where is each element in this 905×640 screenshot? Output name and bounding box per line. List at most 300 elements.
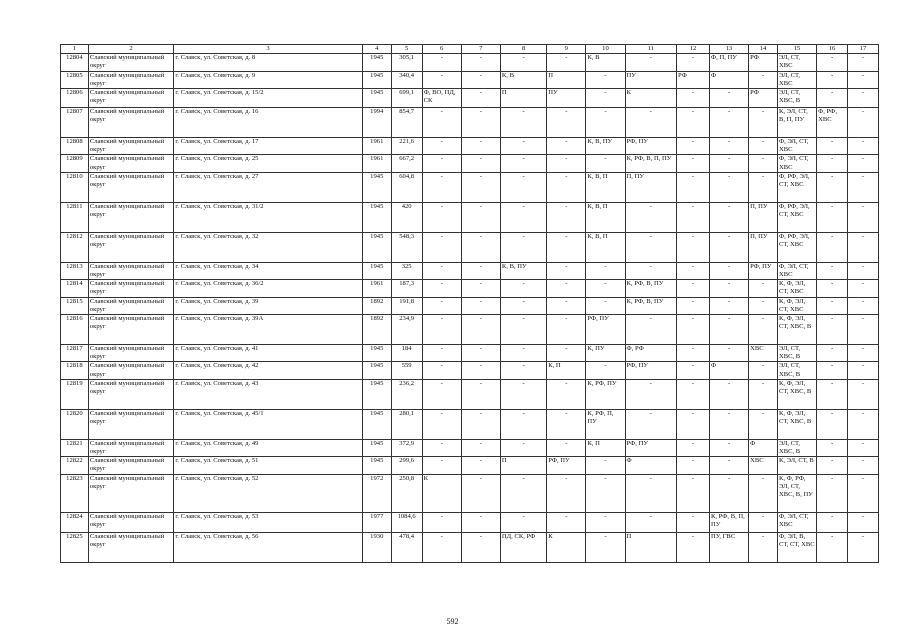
cell-col-17: - <box>848 379 879 409</box>
cell-col-16: - <box>817 379 848 409</box>
cell-col-9: - <box>547 439 586 456</box>
cell-col-17: - <box>848 232 879 262</box>
cell-col-16: - <box>817 512 848 532</box>
cell-col-15: К, Ф, ЭЛ, СТ, ХВС, В <box>777 379 816 409</box>
cell-col-3: г. Славск, ул. Советская, д. 9 <box>174 71 363 88</box>
cell-col-5: 420 <box>391 202 422 232</box>
cell-col-1: 12811 <box>61 202 89 232</box>
cell-col-3: г. Славск, ул. Советская, д. 16 <box>174 108 363 138</box>
cell-col-12: - <box>677 202 710 232</box>
cell-col-7: - <box>461 315 500 345</box>
cell-col-15: Ф, ЭЛ, СТ, ХВС <box>777 138 816 155</box>
cell-col-8: П <box>500 457 546 474</box>
cell-col-4: 1945 <box>362 54 391 71</box>
cell-col-13: - <box>709 379 748 409</box>
column-number-2: 2 <box>88 45 174 54</box>
cell-col-6: - <box>422 202 461 232</box>
cell-col-13: - <box>709 474 748 512</box>
cell-col-10: - <box>586 457 625 474</box>
column-number-1: 1 <box>61 45 89 54</box>
cell-col-2: Славский муниципальный округ <box>88 89 174 108</box>
cell-col-9: - <box>547 409 586 439</box>
cell-col-9: - <box>547 379 586 409</box>
table-row <box>61 409 879 439</box>
cell-col-10: - <box>586 512 625 532</box>
cell-col-14: ХВС <box>749 345 778 362</box>
cell-col-14: - <box>749 379 778 409</box>
cell-col-7: - <box>461 532 500 562</box>
cell-col-8: - <box>500 108 546 138</box>
cell-col-8: - <box>500 172 546 202</box>
cell-col-12: - <box>677 138 710 155</box>
cell-col-8: - <box>500 54 546 71</box>
cell-col-16: - <box>817 297 848 314</box>
column-number-4: 4 <box>362 45 391 54</box>
cell-col-1: 12809 <box>61 155 89 172</box>
cell-col-10: К, В <box>586 54 625 71</box>
cell-col-2: Славский муниципальный округ <box>88 280 174 297</box>
cell-col-12: - <box>677 232 710 262</box>
cell-col-16: - <box>817 345 848 362</box>
cell-col-13: - <box>709 138 748 155</box>
cell-col-3: г. Славск, ул. Советская, д. 15/2 <box>174 89 363 108</box>
cell-col-11: - <box>625 512 677 532</box>
cell-col-4: 1945 <box>362 457 391 474</box>
cell-col-9: П <box>547 71 586 88</box>
cell-col-13: - <box>709 202 748 232</box>
cell-col-3: г. Славск, ул. Советская, д. 8 <box>174 54 363 71</box>
cell-col-9: - <box>547 172 586 202</box>
cell-col-11: - <box>625 315 677 345</box>
cell-col-14: - <box>749 155 778 172</box>
cell-col-9: - <box>547 345 586 362</box>
cell-col-16: - <box>817 155 848 172</box>
cell-col-15: Ф, ЭЛ, СТ, ХВС <box>777 512 816 532</box>
cell-col-13: - <box>709 345 748 362</box>
cell-col-9: - <box>547 262 586 279</box>
cell-col-12: - <box>677 474 710 512</box>
cell-col-3: г. Славск, ул. Советская, д. 49 <box>174 439 363 456</box>
cell-col-6: - <box>422 232 461 262</box>
cell-col-16: - <box>817 362 848 379</box>
cell-col-7: - <box>461 138 500 155</box>
cell-col-4: 1961 <box>362 155 391 172</box>
cell-col-7: - <box>461 262 500 279</box>
table-row <box>61 172 879 202</box>
cell-col-12: - <box>677 439 710 456</box>
column-number-7: 7 <box>461 45 500 54</box>
cell-col-3: г. Славск, ул. Советская, д. 32 <box>174 232 363 262</box>
cell-col-10: РФ, ПУ <box>586 315 625 345</box>
cell-col-2: Славский муниципальный округ <box>88 262 174 279</box>
cell-col-5: 325 <box>391 262 422 279</box>
cell-col-3: г. Славск, ул. Советская, д. 25 <box>174 155 363 172</box>
cell-col-16: - <box>817 315 848 345</box>
table-row <box>61 512 879 532</box>
cell-col-1: 12806 <box>61 89 89 108</box>
cell-col-6: - <box>422 297 461 314</box>
column-number-13: 13 <box>709 45 748 54</box>
table-row <box>61 439 879 456</box>
cell-col-14: РФ <box>749 89 778 108</box>
cell-col-3: г. Славск, ул. Советская, д. 39А <box>174 315 363 345</box>
cell-col-4: 1972 <box>362 474 391 512</box>
cell-col-1: 12814 <box>61 280 89 297</box>
cell-col-4: 1892 <box>362 315 391 345</box>
cell-col-5: 699,1 <box>391 89 422 108</box>
cell-col-15: ЭЛ, СТ, ХВС, В <box>777 362 816 379</box>
cell-col-16: - <box>817 54 848 71</box>
cell-col-5: 340,4 <box>391 71 422 88</box>
cell-col-14: П, ПУ <box>749 202 778 232</box>
cell-col-6: - <box>422 54 461 71</box>
cell-col-13: - <box>709 280 748 297</box>
table-row <box>61 474 879 512</box>
cell-col-1: 12805 <box>61 71 89 88</box>
cell-col-1: 12813 <box>61 262 89 279</box>
cell-col-5: 559 <box>391 362 422 379</box>
cell-col-5: 280,1 <box>391 409 422 439</box>
cell-col-4: 1961 <box>362 280 391 297</box>
cell-col-11: - <box>625 474 677 512</box>
cell-col-5: 478,4 <box>391 532 422 562</box>
cell-col-2: Славский муниципальный округ <box>88 345 174 362</box>
cell-col-10: К, В, ПУ <box>586 138 625 155</box>
cell-col-17: - <box>848 202 879 232</box>
cell-col-9: - <box>547 54 586 71</box>
cell-col-11: К <box>625 89 677 108</box>
cell-col-5: 187,3 <box>391 280 422 297</box>
cell-col-9: - <box>547 474 586 512</box>
column-number-11: 11 <box>625 45 677 54</box>
cell-col-15: Ф, ЭЛ, СТ, ХВС <box>777 262 816 279</box>
cell-col-6: - <box>422 345 461 362</box>
cell-col-1: 12821 <box>61 439 89 456</box>
cell-col-15: К, ЭЛ, СТ, В, П, ПУ <box>777 108 816 138</box>
cell-col-7: - <box>461 71 500 88</box>
cell-col-1: 12820 <box>61 409 89 439</box>
cell-col-10: К, В, П <box>586 172 625 202</box>
cell-col-11: К, РФ, В, П, ПУ <box>625 155 677 172</box>
cell-col-4: 1945 <box>362 202 391 232</box>
cell-col-1: 12825 <box>61 532 89 562</box>
cell-col-6: - <box>422 280 461 297</box>
table-row <box>61 54 879 71</box>
cell-col-16: - <box>817 280 848 297</box>
cell-col-10: - <box>586 297 625 314</box>
cell-col-16: - <box>817 474 848 512</box>
cell-col-4: 1994 <box>362 108 391 138</box>
table-row <box>61 155 879 172</box>
cell-col-8: П <box>500 89 546 108</box>
cell-col-8: - <box>500 138 546 155</box>
cell-col-13: Ф, П, ПУ <box>709 54 748 71</box>
cell-col-12: - <box>677 262 710 279</box>
cell-col-17: - <box>848 172 879 202</box>
table-row <box>61 89 879 108</box>
cell-col-9: К <box>547 532 586 562</box>
cell-col-3: г. Славск, ул. Советская, д. 36/2 <box>174 280 363 297</box>
cell-col-6: - <box>422 155 461 172</box>
cell-col-15: Ф, РФ, ЭЛ, СТ, ХВС <box>777 232 816 262</box>
cell-col-14: - <box>749 532 778 562</box>
cell-col-9: - <box>547 202 586 232</box>
cell-col-4: 1892 <box>362 297 391 314</box>
cell-col-7: - <box>461 297 500 314</box>
cell-col-14: РФ, ПУ <box>749 262 778 279</box>
cell-col-9: - <box>547 297 586 314</box>
cell-col-15: К, Ф, РФ, ЭЛ, СТ, ХВС, В, ПУ <box>777 474 816 512</box>
cell-col-14: - <box>749 362 778 379</box>
cell-col-2: Славский муниципальный округ <box>88 232 174 262</box>
cell-col-10: - <box>586 262 625 279</box>
cell-col-11: К, РФ, В, ПУ <box>625 280 677 297</box>
cell-col-6: Ф, ВО, ПД, СК <box>422 89 461 108</box>
cell-col-11: - <box>625 379 677 409</box>
column-number-16: 16 <box>817 45 848 54</box>
cell-col-3: г. Славск, ул. Советская, д. 43 <box>174 379 363 409</box>
cell-col-8: - <box>500 474 546 512</box>
cell-col-5: 667,2 <box>391 155 422 172</box>
cell-col-16: - <box>817 71 848 88</box>
cell-col-10: К, ПУ <box>586 345 625 362</box>
cell-col-2: Славский муниципальный округ <box>88 108 174 138</box>
cell-col-11: ПУ <box>625 71 677 88</box>
cell-col-12: - <box>677 379 710 409</box>
cell-col-12: - <box>677 315 710 345</box>
cell-col-16: - <box>817 202 848 232</box>
cell-col-3: г. Славск, ул. Советская, д. 53 <box>174 512 363 532</box>
cell-col-7: - <box>461 409 500 439</box>
cell-col-3: г. Славск, ул. Советская, д. 52 <box>174 474 363 512</box>
cell-col-6: - <box>422 172 461 202</box>
cell-col-5: 1084,6 <box>391 512 422 532</box>
cell-col-2: Славский муниципальный округ <box>88 457 174 474</box>
cell-col-8: - <box>500 439 546 456</box>
cell-col-11: - <box>625 232 677 262</box>
cell-col-14: - <box>749 138 778 155</box>
column-number-5: 5 <box>391 45 422 54</box>
cell-col-14: - <box>749 512 778 532</box>
cell-col-8: К, В, ПУ <box>500 262 546 279</box>
cell-col-16: - <box>817 409 848 439</box>
cell-col-8: К, В <box>500 71 546 88</box>
cell-col-12: - <box>677 362 710 379</box>
cell-col-10: - <box>586 280 625 297</box>
cell-col-17: - <box>848 138 879 155</box>
cell-col-10: - <box>586 71 625 88</box>
cell-col-17: - <box>848 297 879 314</box>
cell-col-16: Ф, РФ, ХВС <box>817 108 848 138</box>
cell-col-1: 12810 <box>61 172 89 202</box>
cell-col-2: Славский муниципальный округ <box>88 172 174 202</box>
cell-col-5: 854,7 <box>391 108 422 138</box>
table-row <box>61 457 879 474</box>
cell-col-15: ЭЛ, СТ, ХВС <box>777 71 816 88</box>
table-row <box>61 232 879 262</box>
column-number-6: 6 <box>422 45 461 54</box>
cell-col-9: - <box>547 280 586 297</box>
table-row <box>61 202 879 232</box>
cell-col-4: 1945 <box>362 409 391 439</box>
cell-col-10: К, РФ, П, ПУ <box>586 409 625 439</box>
cell-col-1: 12812 <box>61 232 89 262</box>
cell-col-14: - <box>749 280 778 297</box>
cell-col-17: - <box>848 89 879 108</box>
cell-col-4: 1945 <box>362 345 391 362</box>
cell-col-7: - <box>461 202 500 232</box>
cell-col-7: - <box>461 155 500 172</box>
column-number-8: 8 <box>500 45 546 54</box>
cell-col-2: Славский муниципальный округ <box>88 512 174 532</box>
cell-col-15: К, Ф, ЭЛ, СТ, ХВС, В <box>777 409 816 439</box>
cell-col-9: К, П <box>547 362 586 379</box>
cell-col-1: 12822 <box>61 457 89 474</box>
column-number-3: 3 <box>174 45 363 54</box>
cell-col-5: 184 <box>391 345 422 362</box>
cell-col-13: Ф <box>709 362 748 379</box>
cell-col-12: - <box>677 108 710 138</box>
cell-col-12: - <box>677 172 710 202</box>
header-row <box>61 45 879 54</box>
cell-col-4: 1945 <box>362 89 391 108</box>
cell-col-13: - <box>709 409 748 439</box>
cell-col-10: - <box>586 362 625 379</box>
cell-col-12: - <box>677 457 710 474</box>
cell-col-12: - <box>677 54 710 71</box>
cell-col-17: - <box>848 315 879 345</box>
cell-col-8: - <box>500 202 546 232</box>
cell-col-4: 1945 <box>362 379 391 409</box>
cell-col-7: - <box>461 512 500 532</box>
cell-col-3: г. Славск, ул. Советская, д. 45/1 <box>174 409 363 439</box>
table-row <box>61 297 879 314</box>
cell-col-6: К <box>422 474 461 512</box>
cell-col-8: - <box>500 345 546 362</box>
cell-col-13: - <box>709 172 748 202</box>
cell-col-3: г. Славск, ул. Советская, д. 56 <box>174 532 363 562</box>
cell-col-10: - <box>586 474 625 512</box>
cell-col-11: - <box>625 202 677 232</box>
cell-col-13: - <box>709 89 748 108</box>
cell-col-13: - <box>709 262 748 279</box>
cell-col-10: - <box>586 155 625 172</box>
cell-col-17: - <box>848 155 879 172</box>
cell-col-14: - <box>749 409 778 439</box>
cell-col-9: - <box>547 108 586 138</box>
cell-col-6: - <box>422 315 461 345</box>
cell-col-2: Славский муниципальный округ <box>88 138 174 155</box>
cell-col-5: 305,1 <box>391 54 422 71</box>
cell-col-17: - <box>848 345 879 362</box>
cell-col-13: Ф <box>709 71 748 88</box>
cell-col-16: - <box>817 232 848 262</box>
cell-col-8: - <box>500 512 546 532</box>
cell-col-1: 12807 <box>61 108 89 138</box>
cell-col-14: ХВС <box>749 457 778 474</box>
cell-col-15: К, Ф, ЭЛ, СТ, ХВС, В <box>777 315 816 345</box>
cell-col-7: - <box>461 89 500 108</box>
cell-col-9: - <box>547 315 586 345</box>
cell-col-13: - <box>709 457 748 474</box>
cell-col-14: - <box>749 108 778 138</box>
table-row <box>61 345 879 362</box>
cell-col-12: - <box>677 280 710 297</box>
cell-col-2: Славский муниципальный округ <box>88 362 174 379</box>
column-number-15: 15 <box>777 45 816 54</box>
cell-col-7: - <box>461 379 500 409</box>
cell-col-8: - <box>500 232 546 262</box>
cell-col-14: - <box>749 297 778 314</box>
cell-col-6: - <box>422 379 461 409</box>
cell-col-7: - <box>461 457 500 474</box>
cell-col-2: Славский муниципальный округ <box>88 202 174 232</box>
cell-col-17: - <box>848 262 879 279</box>
column-number-12: 12 <box>677 45 710 54</box>
cell-col-10: К, В, П <box>586 202 625 232</box>
cell-col-12: - <box>677 409 710 439</box>
table-row <box>61 71 879 88</box>
cell-col-11: Ф <box>625 457 677 474</box>
cell-col-17: - <box>848 512 879 532</box>
cell-col-6: - <box>422 138 461 155</box>
cell-col-7: - <box>461 232 500 262</box>
cell-col-2: Славский муниципальный округ <box>88 474 174 512</box>
cell-col-6: - <box>422 409 461 439</box>
cell-col-4: 1945 <box>362 172 391 202</box>
cell-col-10: - <box>586 532 625 562</box>
cell-col-2: Славский муниципальный округ <box>88 532 174 562</box>
cell-col-6: - <box>422 512 461 532</box>
cell-col-7: - <box>461 362 500 379</box>
cell-col-1: 12815 <box>61 297 89 314</box>
cell-col-8: - <box>500 155 546 172</box>
table-row <box>61 362 879 379</box>
cell-col-1: 12824 <box>61 512 89 532</box>
cell-col-16: - <box>817 262 848 279</box>
cell-col-4: 1945 <box>362 232 391 262</box>
cell-col-12: - <box>677 345 710 362</box>
cell-col-9: - <box>547 512 586 532</box>
cell-col-17: - <box>848 409 879 439</box>
cell-col-15: К, Ф, ЭЛ, СТ, ХВС <box>777 280 816 297</box>
cell-col-5: 234,9 <box>391 315 422 345</box>
cell-col-15: ЭЛ, СТ, ХВС, В <box>777 345 816 362</box>
cell-col-4: 1930 <box>362 532 391 562</box>
cell-col-11: - <box>625 262 677 279</box>
cell-col-17: - <box>848 532 879 562</box>
cell-col-10: К, РФ, ПУ <box>586 379 625 409</box>
cell-col-10: К, П <box>586 439 625 456</box>
cell-col-11: - <box>625 108 677 138</box>
cell-col-15: ЭЛ, СТ, ХВС, В <box>777 89 816 108</box>
cell-col-15: Ф, РФ, ЭЛ, СТ, ХВС <box>777 202 816 232</box>
cell-col-16: - <box>817 89 848 108</box>
cell-col-11: РФ, ПУ <box>625 138 677 155</box>
cell-col-7: - <box>461 54 500 71</box>
cell-col-14: - <box>749 172 778 202</box>
cell-col-13: - <box>709 439 748 456</box>
cell-col-16: - <box>817 138 848 155</box>
cell-col-5: 604,8 <box>391 172 422 202</box>
cell-col-7: - <box>461 439 500 456</box>
cell-col-13: - <box>709 108 748 138</box>
cell-col-15: Ф, ЭЛ, СТ, ХВС <box>777 155 816 172</box>
cell-col-1: 12804 <box>61 54 89 71</box>
cell-col-4: 1945 <box>362 262 391 279</box>
cell-col-14: Ф <box>749 439 778 456</box>
cell-col-1: 12816 <box>61 315 89 345</box>
